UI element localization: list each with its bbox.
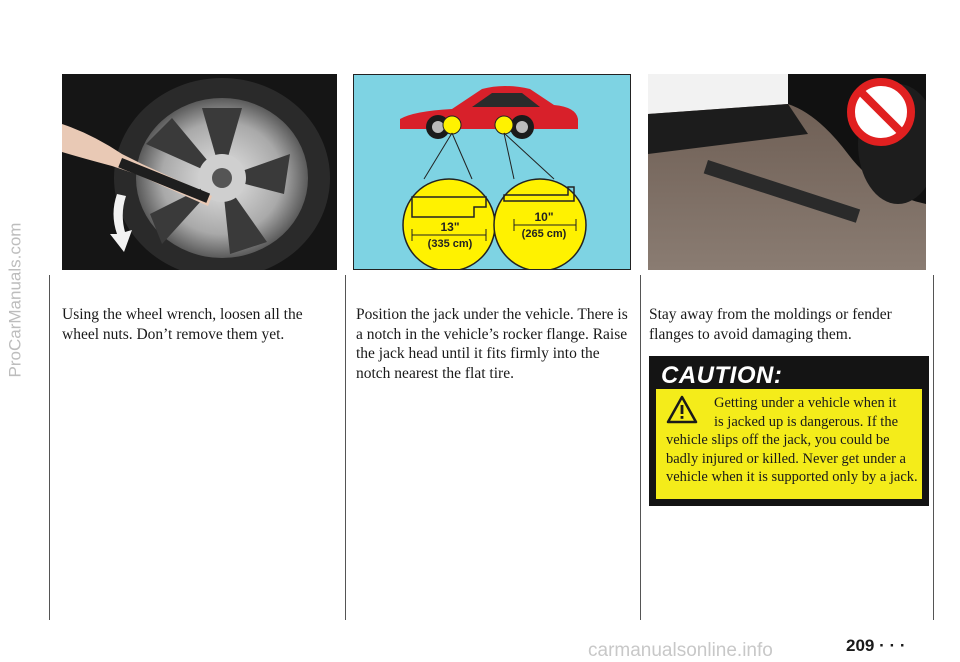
wheel-wrench-photo — [62, 74, 337, 270]
caution-message-panel — [656, 389, 922, 499]
column-2-text: Position the jack under the vehicle. There is a notch in the vehicle’s rocker flange. Raise the jack head until it fits firmly into the notch nearest the flat tire. — [356, 306, 628, 382]
page-number-value: 209 — [846, 636, 875, 655]
column-divider-1 — [345, 275, 346, 620]
caution-message — [666, 394, 918, 487]
side-watermark — [2, 40, 28, 560]
front-jack-measure-metric: (335 cm) — [427, 238, 473, 250]
column-divider-left — [49, 275, 50, 620]
page-number — [846, 636, 906, 656]
column-3-text: Stay away from the moldings or fender flanges to avoid damaging them. — [649, 306, 892, 343]
wheel-wrench-illustration — [62, 74, 337, 270]
jack-diagram-illustration — [354, 75, 631, 270]
front-jack-measure: 13" — [440, 220, 460, 234]
moldings-illustration — [648, 74, 926, 270]
caution-box — [649, 356, 929, 506]
watermark-text: ProCarManuals.com — [5, 222, 25, 378]
column-1-text: Using the wheel wrench, loosen all the wheel nuts. Don’t remove them yet. — [62, 306, 303, 343]
caution-title: CAUTION: — [661, 362, 783, 389]
moldings-warning-photo — [648, 74, 926, 270]
column-divider-2 — [640, 275, 641, 620]
caution-line-2: is jacked up is dangerous. If the — [714, 413, 899, 430]
footer-watermark: carmanualsonline.info — [588, 640, 773, 661]
caution-line-1: Getting under a vehicle when it — [714, 395, 897, 411]
jack-points-diagram — [353, 74, 631, 270]
caution-line-rest: vehicle slips off the jack, you could be badly injured or killed. Never get under a vehicle when it is supported only by a jack. — [666, 432, 918, 485]
page-dots: · · · — [874, 636, 906, 655]
rear-jack-measure: 10" — [534, 210, 554, 224]
rear-jack-measure-metric: (265 cm) — [521, 228, 567, 240]
column-divider-right — [933, 275, 934, 620]
